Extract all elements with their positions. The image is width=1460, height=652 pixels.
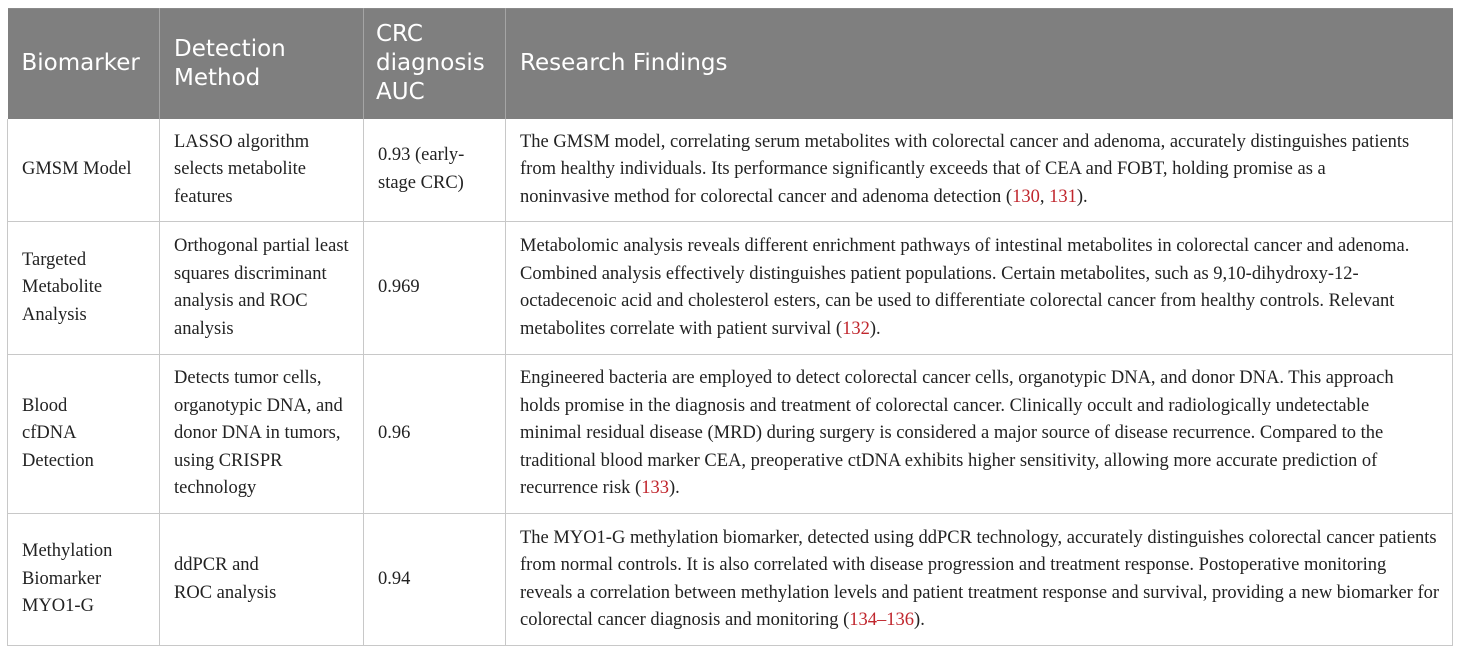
cell-detection-method: LASSO algorithm selects metabolite features <box>160 119 364 222</box>
cell-biomarker: Blood cfDNA Detection <box>8 355 160 514</box>
table-row <box>8 222 1453 355</box>
cell-auc: 0.93 (early-stage CRC) <box>364 119 506 222</box>
findings-text: The MYO1-G methylation biomarker, detected using ddPCR technology, accurately distinguishes colorectal cancer patients from normal controls. It is also correlated with disease progression and treatment response. Postoperative monitoring reveals a correlation between methylation levels and patient treatment response and survival, providing a new biomarker for colorectal cancer diagnosis and monitoring ( <box>520 527 1440 630</box>
header-crc-diagnosis-auc: CRC diagnosis AUC <box>364 9 506 119</box>
reference-separator: , <box>1039 186 1050 207</box>
header-row <box>8 9 1453 119</box>
header-detection-method: Detection Method <box>160 9 364 119</box>
cell-research-findings <box>506 355 1453 514</box>
cell-detection-method: ddPCR and ROC analysis <box>160 514 364 646</box>
header-biomarker: Biomarker <box>8 9 160 119</box>
reference-link[interactable]: 132 <box>842 318 870 339</box>
findings-text: Metabolomic analysis reveals different enrichment pathways of intestinal metabolites in colorectal cancer and adenoma. Combined analysis effectively distinguishes patient populations. Certain metabolites, such as 9,10-dihydroxy-12-octadecenoic acid and cholesterol esters, can be used to differentiate colorectal cancer from healthy controls. Relevant metabolites correlate with patient survival ( <box>520 236 1410 339</box>
cell-biomarker: Methylation Biomarker MYO1-G <box>8 514 160 646</box>
cell-auc: 0.94 <box>364 514 506 646</box>
header-research-findings: Research Findings <box>506 9 1453 119</box>
findings-end: ). <box>869 318 881 339</box>
table-row <box>8 514 1453 646</box>
findings-end: ). <box>1076 186 1088 207</box>
cell-research-findings <box>506 119 1453 222</box>
biomarker-table <box>7 8 1453 646</box>
table-header <box>8 9 1453 119</box>
cell-auc: 0.969 <box>364 222 506 355</box>
table-row <box>8 355 1453 514</box>
findings-text: Engineered bacteria are employed to detect colorectal cancer cells, organotypic DNA, and donor DNA. This approach holds promise in the diagnosis and treatment of colorectal cancer. Clinically occult and radiologically undetectable minimal residual disease (MRD) during surgery is considered a major source of disease recurrence. Compared to the traditional blood marker CEA, preoperative ctDNA exhibits higher sensitivity, allowing more accurate prediction of recurrence risk ( <box>520 368 1394 499</box>
reference-link[interactable]: 133 <box>641 478 669 499</box>
reference-link[interactable]: 134–136 <box>849 610 915 630</box>
findings-end: ). <box>668 478 680 499</box>
cell-biomarker: GMSM Model <box>8 119 160 222</box>
cell-detection-method: Orthogonal partial least squares discriminant analysis and ROC analysis <box>160 222 364 355</box>
findings-end: ). <box>914 610 925 630</box>
cell-research-findings <box>506 514 1453 646</box>
table-row <box>8 119 1453 222</box>
reference-link[interactable]: 131 <box>1049 186 1077 207</box>
reference-link[interactable]: 130 <box>1012 186 1040 207</box>
cell-detection-method: Detects tumor cells, organotypic DNA, and donor DNA in tumors, using CRISPR technology <box>160 355 364 514</box>
cell-auc: 0.96 <box>364 355 506 514</box>
cell-biomarker: Targeted Metabolite Analysis <box>8 222 160 355</box>
findings-text: The GMSM model, correlating serum metabolites with colorectal cancer and adenoma, accurately distinguishes patients from healthy individuals. Its performance significantly exceeds that of CEA and FOBT, holding promise as a noninvasive method for colorectal cancer and adenoma detection ( <box>520 131 1410 207</box>
cell-research-findings <box>506 222 1453 355</box>
table-body <box>8 119 1453 646</box>
